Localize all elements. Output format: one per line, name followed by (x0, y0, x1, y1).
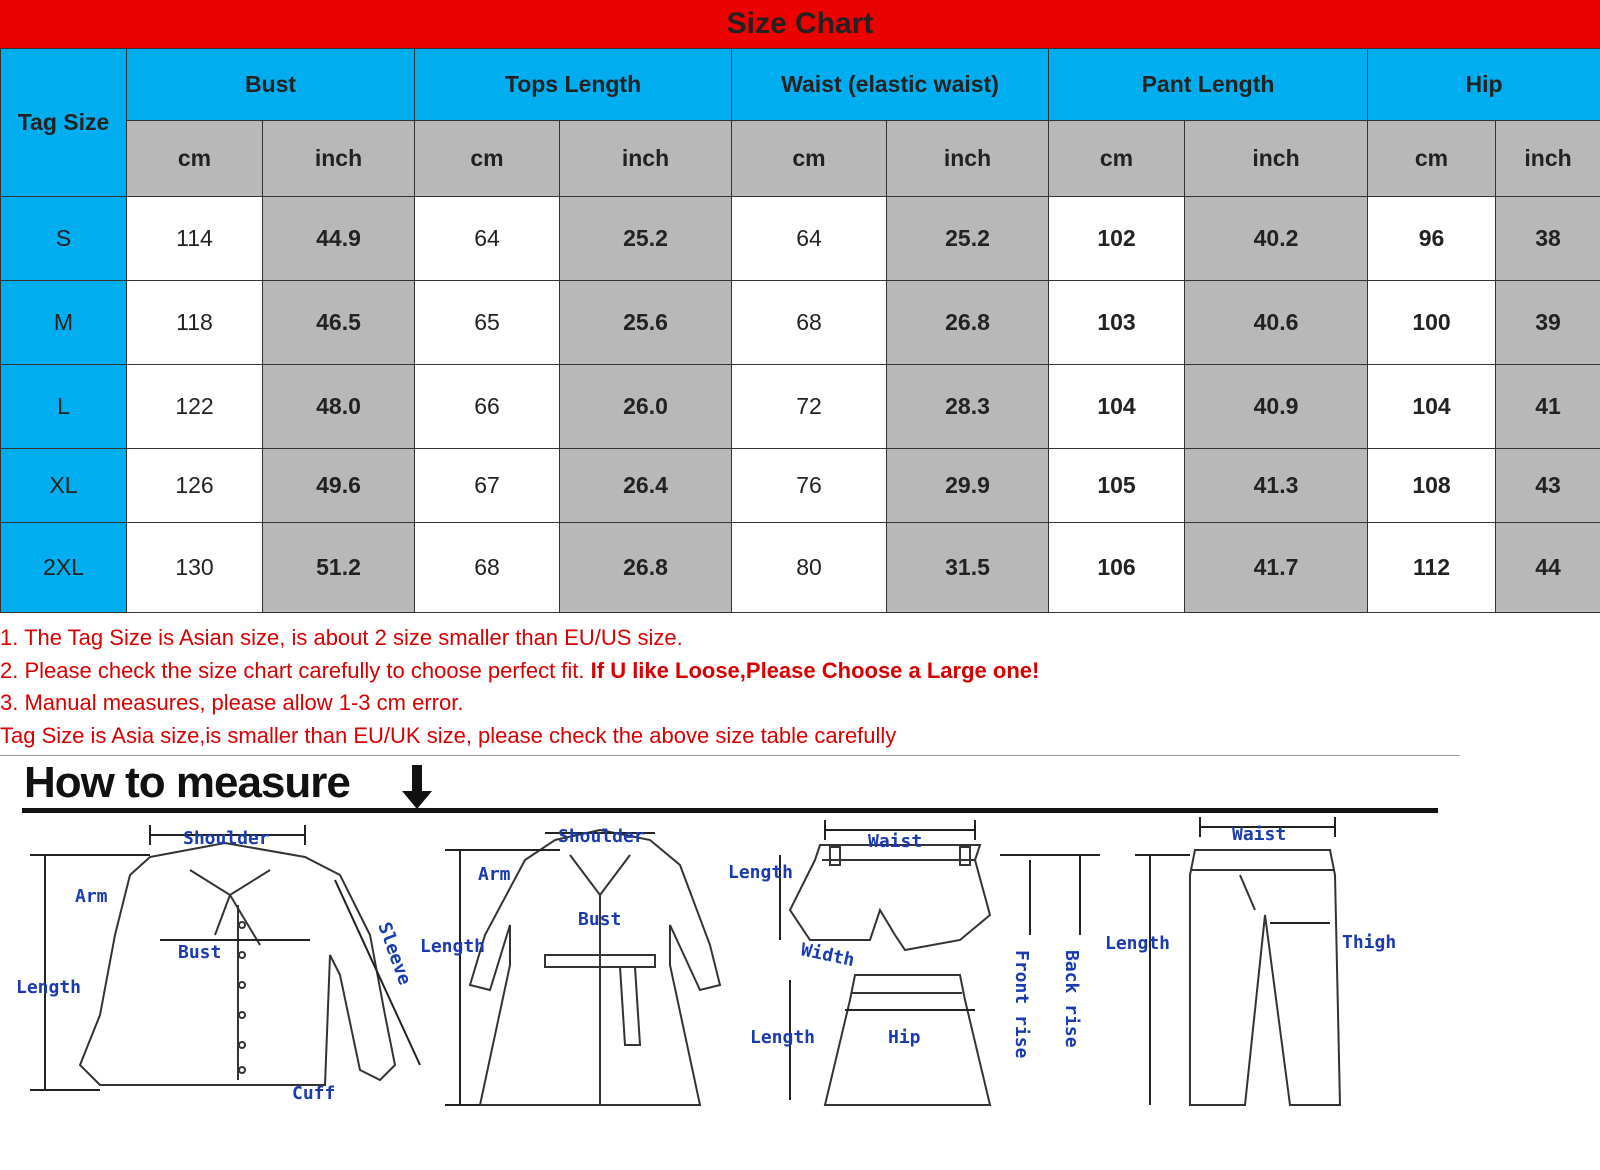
label-shoulder: Shoulder (183, 828, 270, 849)
value-cell: 51.2 (263, 523, 415, 613)
value-cell: 122 (127, 365, 263, 449)
unit-cell: inch (1185, 121, 1368, 197)
value-cell: 66 (415, 365, 560, 449)
value-cell: 65 (415, 281, 560, 365)
size-chart-title: Size Chart (0, 0, 1600, 48)
divider (0, 755, 1460, 756)
value-cell: 25.2 (887, 197, 1049, 281)
group-header: Tops Length (415, 49, 732, 121)
unit-cell: inch (1496, 121, 1600, 197)
value-cell: 28.3 (887, 365, 1049, 449)
value-cell: 48.0 (263, 365, 415, 449)
label-length: Length (750, 1027, 816, 1048)
measurement-diagram (0, 815, 1600, 1165)
label-cuff: Cuff (292, 1083, 336, 1104)
value-cell: 41.3 (1185, 449, 1368, 523)
note-emphasis: If U like Loose,Please Choose a Large one! (590, 657, 1040, 683)
label-arm: Arm (478, 864, 511, 885)
label-width: Width (798, 939, 857, 972)
value-cell: 26.8 (887, 281, 1049, 365)
note-line: 3. Manual measures, please allow 1-3 cm error. (0, 690, 464, 715)
note-line (0, 655, 1600, 688)
note-text: 2. Please check the size chart carefully to choose perfect fit. (0, 657, 585, 683)
label-length: Length (1105, 933, 1171, 954)
value-cell: 68 (415, 523, 560, 613)
label-shoulder: Shoulder (558, 826, 645, 847)
label-hip: Hip (888, 1027, 921, 1048)
value-cell: 72 (732, 365, 887, 449)
value-cell: 46.5 (263, 281, 415, 365)
size-notes (0, 622, 1600, 752)
tag-size-cell: XL (1, 449, 127, 523)
table-row (1, 449, 1600, 523)
label-length: Length (728, 862, 794, 883)
value-cell: 25.6 (560, 281, 732, 365)
tag-size-header: Tag Size (1, 49, 127, 197)
value-cell: 44.9 (263, 197, 415, 281)
shirt-illustration (80, 843, 395, 1085)
table-row (1, 281, 1600, 365)
group-header: Pant Length (1049, 49, 1368, 121)
title-underline (22, 808, 1438, 813)
value-cell: 67 (415, 449, 560, 523)
size-table (0, 48, 1600, 613)
value-cell: 104 (1368, 365, 1496, 449)
value-cell: 26.0 (560, 365, 732, 449)
value-cell: 103 (1049, 281, 1185, 365)
value-cell: 25.2 (560, 197, 732, 281)
value-cell: 114 (127, 197, 263, 281)
shorts-illustration (790, 845, 990, 950)
unit-cell: cm (732, 121, 887, 197)
value-cell: 118 (127, 281, 263, 365)
tag-size-cell: M (1, 281, 127, 365)
unit-cell: inch (887, 121, 1049, 197)
label-length: Length (16, 977, 82, 998)
value-cell: 96 (1368, 197, 1496, 281)
unit-cell: inch (560, 121, 732, 197)
tag-size-cell: S (1, 197, 127, 281)
note-line: Tag Size is Asia size,is smaller than EU/UK size, please check the above size table carefully (0, 722, 897, 748)
table-row (1, 523, 1600, 613)
pants-illustration (1190, 850, 1340, 1105)
how-to-measure-title: How to measure (24, 758, 350, 807)
value-cell: 104 (1049, 365, 1185, 449)
value-cell: 43 (1496, 449, 1600, 523)
value-cell: 68 (732, 281, 887, 365)
group-header: Waist (elastic waist) (732, 49, 1049, 121)
unit-cell: cm (1049, 121, 1185, 197)
value-cell: 26.4 (560, 449, 732, 523)
value-cell: 105 (1049, 449, 1185, 523)
value-cell: 39 (1496, 281, 1600, 365)
unit-row (1, 121, 1600, 197)
value-cell: 130 (127, 523, 263, 613)
value-cell: 40.2 (1185, 197, 1368, 281)
label-length: Length (420, 936, 486, 957)
value-cell: 40.9 (1185, 365, 1368, 449)
value-cell: 108 (1368, 449, 1496, 523)
value-cell: 41 (1496, 365, 1600, 449)
table-row (1, 365, 1600, 449)
value-cell: 64 (415, 197, 560, 281)
label-thigh: Thigh (1342, 932, 1397, 953)
value-cell: 80 (732, 523, 887, 613)
value-cell: 31.5 (887, 523, 1049, 613)
label-back-rise: Back rise (1061, 950, 1082, 1048)
label-bust: Bust (578, 909, 622, 930)
tag-size-cell: L (1, 365, 127, 449)
value-cell: 29.9 (887, 449, 1049, 523)
label-waist: Waist (1232, 824, 1287, 845)
value-cell: 112 (1368, 523, 1496, 613)
value-cell: 100 (1368, 281, 1496, 365)
value-cell: 40.6 (1185, 281, 1368, 365)
label-sleeve: Sleeve (373, 919, 416, 988)
unit-cell: cm (415, 121, 560, 197)
value-cell: 41.7 (1185, 523, 1368, 613)
label-waist: Waist (868, 831, 923, 852)
label-bust: Bust (178, 942, 222, 963)
group-header: Hip (1368, 49, 1600, 121)
value-cell: 102 (1049, 197, 1185, 281)
value-cell: 76 (732, 449, 887, 523)
tag-size-cell: 2XL (1, 523, 127, 613)
value-cell: 126 (127, 449, 263, 523)
unit-cell: cm (1368, 121, 1496, 197)
unit-cell: inch (263, 121, 415, 197)
table-row (1, 197, 1600, 281)
down-arrow-icon (400, 765, 434, 811)
value-cell: 26.8 (560, 523, 732, 613)
value-cell: 44 (1496, 523, 1600, 613)
unit-cell: cm (127, 121, 263, 197)
note-line: 1. The Tag Size is Asian size, is about 2 size smaller than EU/US size. (0, 625, 683, 650)
label-arm: Arm (75, 886, 108, 907)
label-front-rise: Front rise (1011, 950, 1032, 1059)
value-cell: 64 (732, 197, 887, 281)
value-cell: 106 (1049, 523, 1185, 613)
value-cell: 38 (1496, 197, 1600, 281)
group-header: Bust (127, 49, 415, 121)
value-cell: 49.6 (263, 449, 415, 523)
